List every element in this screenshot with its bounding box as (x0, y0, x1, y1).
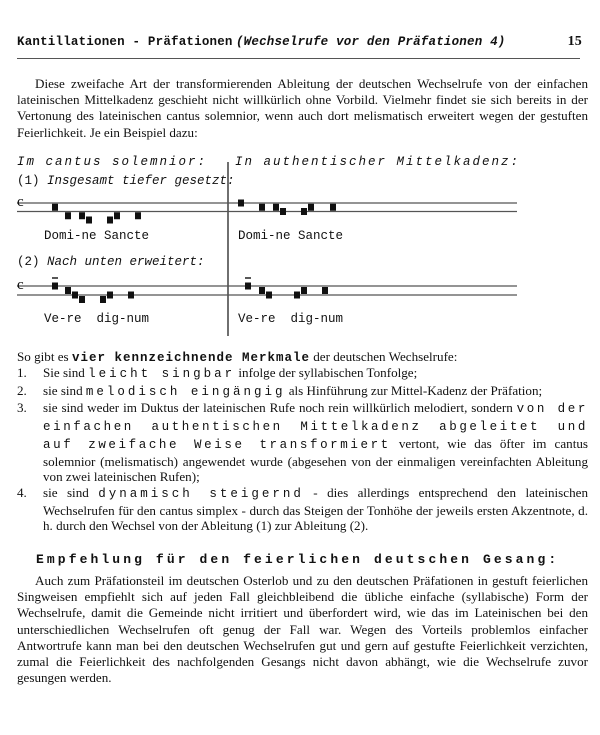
merkmale-intro-before: So gibt es (17, 349, 72, 364)
right-neume-note (280, 208, 286, 215)
merkmal-text: Sie sind (43, 365, 89, 380)
right-neume-note (330, 204, 336, 211)
system-2-number: (2) (17, 255, 40, 269)
intro-paragraph (17, 76, 588, 141)
merkmal-emphasis: leicht singbar (88, 367, 236, 381)
merkmal-text: - dies allerdings entsprechend den lateinischen Wechselrufen für den cantus simplex - durch das Steigen der Tonhöhe der jeweils ersten Akzentnote, d. h. durch den Wechsel von der Ableitung (1) zur Ableitung (2). (43, 484, 588, 534)
right-column-heading: In authentischer Mittelkadenz: (235, 155, 521, 169)
header-rule (17, 58, 580, 59)
merkmal-item (17, 400, 588, 485)
staff-system-2 (17, 277, 517, 303)
left-neume-note (86, 217, 92, 224)
c-clef-icon: c (17, 194, 24, 210)
left-neume-note (79, 296, 85, 303)
left-neume-note (65, 287, 71, 294)
staff-system-1 (17, 194, 517, 224)
right-neume-note (294, 292, 300, 299)
merkmal-item (17, 383, 588, 401)
merkmal-text: sie sind (43, 382, 86, 398)
merkmal-number: 2. (17, 382, 27, 398)
left-neume-note (52, 204, 58, 211)
right-neume-note (259, 204, 265, 211)
right-neume-note (238, 200, 244, 207)
left-neume-note (107, 292, 113, 299)
system-1-text: Insgesamt tiefer gesetzt: (47, 174, 235, 188)
merkmal-text: als Hinführung zur Mittel-Kadenz der Präfation; (285, 382, 543, 398)
merkmal-text: sie sind (43, 484, 99, 500)
merkmal-emphasis: dynamisch steigernd (98, 486, 304, 501)
right-neume-note (301, 287, 307, 294)
merkmal-number: 3. (17, 400, 27, 416)
merkmal-emphasis: von der einfachen authentischen Mittelkadenz abgeleitet und auf zweifache Weise transformiert (43, 402, 588, 452)
system-1-number: (1) (17, 174, 40, 188)
system-2-text: Nach unten erweitert: (47, 255, 205, 269)
left-neume-note (72, 292, 78, 299)
header-subtitle: (Wechselrufe vor den Präfationen 4) (235, 35, 506, 49)
merkmal-text: vertont, wie das öfter im cantus solemnior (melismatisch) angewendet wurde (abgesehen von der einmaligen vereinfachten Ableitung von zwei lateinischen Rufen); (43, 435, 588, 485)
merkmal-emphasis: melodisch eingängig (85, 384, 286, 399)
intro-text: Diese zweifache Art der transformierenden Ableitung der deutschen Wechselrufe von der einfachen lateinischen Mittelkadenz geschieht nicht willkürlich ohne Vorbild. Vielmehr findet sie sich bereits in der Vertonung des lateinischen cantus solemnior, wenn auch dort melismatisch erweitert wegen der gestuften Feierlichkeit. Je ein Beispiel dazu: (17, 76, 588, 140)
system-2-left-lyrics: Ve-re dig-num (44, 312, 150, 326)
merkmal-text: sie sind weder im Duktus der lateinischen Rufe noch rein willkürlich melodiert, sondern (43, 400, 517, 416)
empfehlung-text: Auch zum Präfationsteil im deutschen Osterlob und zu den deutschen Präfationen in gestuft feierlichen Singweisen empfiehlt sich auf jeden Fall gleichbleibend die übliche einfache (syllabische) Form der Wechselrufe, damit die Gemeinde nicht irritiert und überfordert wird, wie das im Lateinischen bei den unterschiedlichen Wechselrufen oft genug der Fall war. Wegen des Vorteils problemlos einfacher Antwortrufe kann man bei den deutschen Wechselrufen gut und gern auf gestufte Feierlichkeit verzichten, zumal die Feierlichkeit des nachfolgenden Gesangs nicht davon abhängt, wie die Wechselrufe zuvor gesungen werden. (17, 573, 588, 686)
system-1-right-lyrics: Domi-ne Sancte (238, 229, 344, 243)
music-example (0, 150, 600, 340)
left-neume-note (107, 217, 113, 224)
merkmal-item (17, 485, 588, 534)
merkmal-item (17, 365, 588, 383)
merkmale-intro-after: der deutschen Wechselrufe: (309, 349, 458, 364)
right-neume-note (301, 208, 307, 215)
right-neume-note (245, 283, 251, 290)
left-neume-note (114, 212, 120, 219)
empfehlung-heading: Empfehlung für den feierlichen deutschen Gesang: (36, 552, 560, 567)
c-clef-icon: c (17, 277, 24, 293)
staff-notation (0, 150, 600, 340)
right-neume-note (259, 287, 265, 294)
merkmal-number: 4. (17, 484, 27, 500)
right-neume-note (308, 204, 314, 211)
page-number: 15 (567, 34, 582, 49)
right-neume-note (322, 287, 328, 294)
header-title: Kantillationen - Präfationen (17, 35, 233, 49)
merkmale-list (17, 365, 588, 534)
left-neume-note (79, 212, 85, 219)
running-header (17, 34, 582, 49)
system-1-left-lyrics: Domi-ne Sancte (44, 229, 150, 243)
merkmal-number: 1. (17, 365, 27, 380)
system-2-right-lyrics: Ve-re dig-num (238, 312, 344, 326)
left-neume-note (128, 292, 134, 299)
right-neume-note (266, 292, 272, 299)
left-neume-note (100, 296, 106, 303)
merkmal-text: infolge der syllabischen Tonfolge; (235, 365, 418, 380)
left-neume-note (52, 283, 58, 290)
left-neume-note (65, 212, 71, 219)
merkmale-intro-bold: vier kennzeichnende Merkmale (71, 351, 310, 365)
left-column-heading: Im cantus solemnior: (17, 155, 208, 169)
empfehlung-paragraph (17, 573, 588, 686)
left-neume-note (135, 212, 141, 219)
right-neume-note (273, 204, 279, 211)
